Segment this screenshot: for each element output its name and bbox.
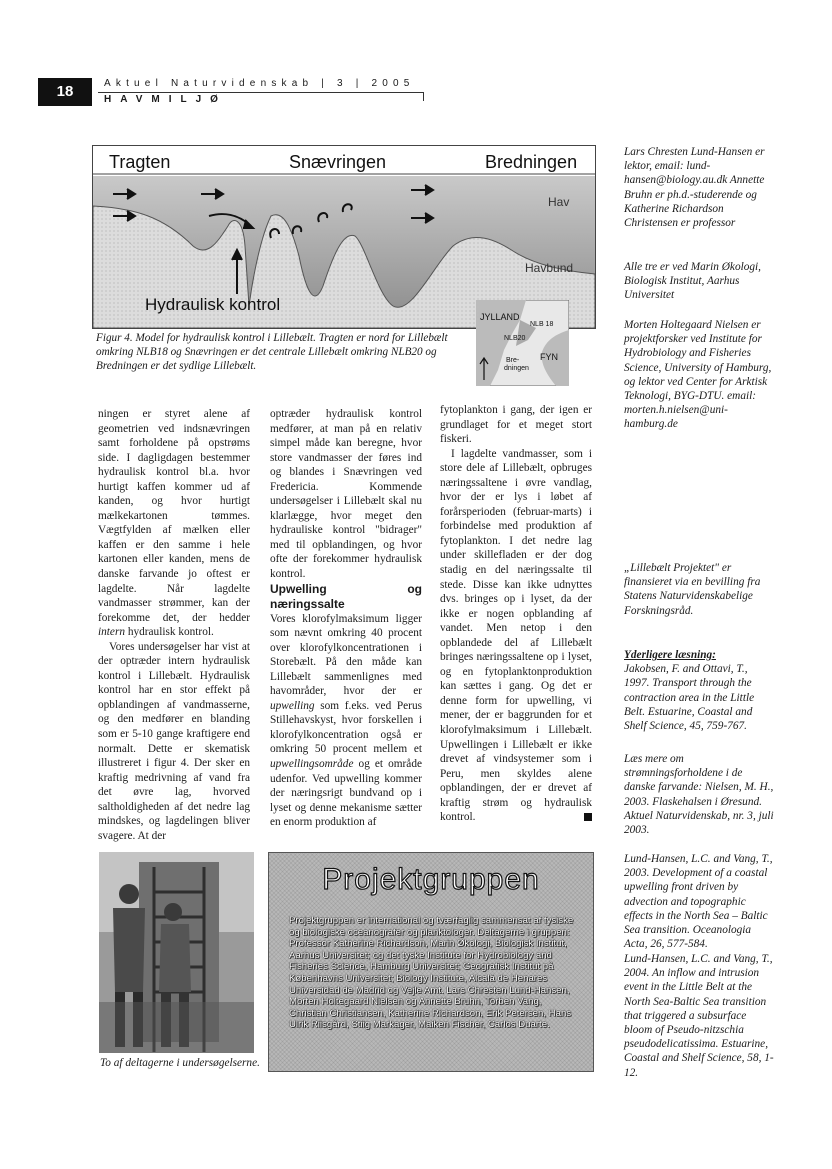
projektgruppen-text: Projektgruppen er international og tværfaglig sammensat af fysiske og biologiske oceanografer og planktologer. Deltagerne i gruppen: Professor Katherine Richardson, Marin Økologi, Biologisk Institut, Aarhus Universitet; og det tyske Institute for Hydrobiology and Fisheries Science, Hamburg Universitet; Geografisk Institut på Københavns Universitet; Biology Institute, Alcalá de Henares Universidad de Madrid og Vejle Amt. Lars Chresten Lund-Hansen, Morten Holtegaard Nielsen og Annette Bruhn, Torben Vang, Christian Christiansen, Katherine Richardson, Erik Petersen, Hans Ulrik Riisgård, Stiig Markager, Maiken Fischer, Carlos Duarte.	[289, 915, 574, 1031]
label-havbund: Havbund	[525, 261, 574, 275]
label-bredningen: Bredningen	[485, 152, 578, 172]
col1-para2: Vores undersøgelser har vist at der optræder intern hydraulisk kontrol i Lillebælt. Hydraulisk kontrol har en stor effekt på opblandingen af vandmasserne, og den medfører en blanding som er 5-10 gange kraftigere end normalt. Dette er skematisk illustreret i figur 4. Der sker en kraftig medrivning af vand fra det øvre lag, hvorved saltholdigheden af det nedre lag mindskes, og lagdelingen bliver svagere. At der	[98, 640, 250, 842]
header-rule	[98, 92, 424, 93]
sidebar-authors-3: Morten Holtegaard Nielsen er projektforsker ved Institute for Hydrobiology and Fisheries Science, University of Hamburg, og lektor ved Center for Arktisk Teknologi, BYG-DTU. email: morten.h.nielsen@uni-hamburg.de	[624, 319, 772, 431]
figure-caption: Figur 4. Model for hydraulisk kontrol i Lillebælt. Tragten er nord for Lillebælt omkring NLB18 og Snævringen er det centrale Lillebælt omkring NLB20 og Bredningen er det sydlige Lillebælt.	[96, 332, 448, 372]
header-tick	[423, 92, 424, 101]
sidebar-funding: „Lillebælt Projektet" er finansieret via en bevilling fra Statens Naturvidenskabelige Forskningsråd.	[624, 562, 761, 617]
sidebar-further-reading	[624, 648, 774, 733]
col2-emph-upwellingsomraade: upwellingsområde	[270, 758, 354, 771]
col2-para2-a: Vores klorofylmaksimum ligger som nævnt omkring 40 procent over klorofylkoncentrationen i Storebælt. På den måde kan Lillebælt sammenlignes med havområder, hvor der er	[270, 612, 422, 698]
body-column-2	[270, 407, 422, 830]
reference-3: Lund-Hansen, L.C. and Vang, T., 2003. Development of a coastal upwelling front driven by advection and topographic effects in the North Sea – Baltic Sea transition. Oceanologia Acta, 26, 577-584.	[624, 853, 773, 951]
section-heading-upwelling: Upwelling og næringssalte	[270, 581, 422, 611]
person-1-head	[119, 884, 139, 904]
person-2-head	[164, 903, 182, 921]
map-label-jylland: JYLLAND	[480, 312, 520, 322]
col1-para1: ningen er styret alene af geometrien ved indsnævringen samt forholdene på opstrøms side. I dagligdagen bestemmer hydraulisk kontrol bl.a. hvor hurtigt kaffen kommer ud af kanden, og hvor hurtigt mælkekartonen tømmes. Vægtfylden af mælken eller kaffen er den samme i hele kartonen eller kanden, mens de danske farvande jo oftest er lagdelte. Når lagdelte vandmasser strømmer, kan der forekomme det, der hedder	[98, 408, 250, 624]
col3-para2: I lagdelte vandmasser, som i store dele af Lillebælt, opbruges næringssaltene i øvre vandlag, hvor der er lys i løbet af forårsperioden (februar-marts) i forbindelse med produktion af fytoplankton. I det nedre lag under skillefladen er der dog stadig en del næringssalte til stede. Disse kan ikke udnyttes dvs. bringes op i lyset, da der ikke er nogen opblanding af vandet. Men netop i den opblandede del af Lillebælt bringes næringssaltene op i lyset, og en fytoplanktonproduktion kan sættes i gang. Og det er denne form for upwelling, vi mener, der er baggrunden for et klorofylmaksimum i Lillebælt. Upwellingen i Lillebælt er ikke drevet af vindsystemer som i Peru, men skyldes alene opblandingen, der er drevet af kraftig strøm og hydraulisk kontrol.	[440, 447, 592, 824]
projektgruppen-title: Projektgruppen	[322, 863, 540, 896]
reference-4: Lund-Hansen, L.C. and Vang, T., 2004. An inflow and intrusion event in the Little Belt at the North Sea-Baltic Sea transition that triggered a subsurface bloom of Pseudo-nitzschia pseudodelicatissima. Estuarine, Coastal and Shelf Science, 58, 1-12.	[624, 953, 774, 1079]
map-label-nlb18: NLB 18	[530, 321, 554, 328]
photo-participants	[99, 852, 254, 1053]
photo-caption: To af deltagerne i undersøgelserne.	[100, 1057, 260, 1069]
col1-emph-intern: intern	[98, 626, 125, 639]
body-column-1	[98, 407, 250, 843]
label-hav: Hav	[548, 195, 570, 209]
further-reading-heading: Yderligere læsning:	[624, 649, 716, 661]
map-label-dningen: dningen	[504, 365, 529, 372]
map-label-nlb20: NLB20	[504, 335, 526, 342]
col3-para1: fytoplankton i gang, der igen er grundlaget for et meget stort fiskeri.	[440, 404, 592, 446]
col2-emph-upwelling: upwelling	[270, 699, 315, 712]
location-map	[476, 300, 569, 386]
map-label-fyn: FYN	[540, 352, 558, 362]
body-column-3	[440, 403, 592, 825]
sidebar-authors-2: Alle tre er ved Marin Økologi, Biologisk Institut, Aarhus Universitet	[624, 261, 761, 302]
section-header: HAVMILJØ	[104, 94, 227, 105]
label-snaevringen: Snævringen	[289, 152, 387, 172]
col2-para2-b: som f.eks. ved Perus Stillehavskyst, hvor forskellen i klorofylkoncentration også er omkring 50 procent mellem et	[270, 699, 422, 756]
col2-para2-c: og et område udenfor. Ved upwelling kommer der næringsrigt bundvand op i lyset og denne mekanisme sætter en enorm produktion af	[270, 758, 422, 829]
page-number: 18	[38, 78, 92, 106]
reference-1: Jakobsen, F. and Ottavi, T., 1997. Transport through the contraction area in the Little Belt. Estuarine, Coastal and Shelf Science, 45, 759-767.	[624, 663, 755, 733]
col1-para1-end: hydraulisk kontrol.	[127, 626, 214, 639]
label-hydraulic-control: Hydraulisk kontrol	[145, 295, 281, 314]
running-header: Aktuel Naturvidenskab | 3 | 2005	[104, 78, 415, 89]
projektgruppen-box	[268, 852, 594, 1072]
label-tragten: Tragten	[109, 152, 171, 172]
map-label-bre: Bre-	[506, 357, 520, 364]
sidebar-authors-1: Lars Chresten Lund-Hansen er lektor, email: lund-hansen@biology.au.dk Annette Bruhn er ph.d.-studerende og Katherine Richardson Christensen er professor	[624, 146, 765, 230]
end-of-article-mark	[584, 813, 592, 821]
reference-2: Læs mere om strømningsforholdene i de danske farvande: Nielsen, M. H., 2003. Flaskehalsen i Øresund. Aktuel Naturvidenskab, nr. 3, juli 2003.	[624, 753, 774, 837]
col2-para1: optræder hydraulisk kontrol medfører, at man på en relativ simpel måde kan beregne, hvor store vandmasser der føres ind og blandes i Snævringen ved Fredericia. Kommende undersøgelser i Lillebælt skal nu klarlægge, hvor meget den hydrauliske kontrol "bidrager" med til opblandingen, og hvor ofte der forekommer hydraulisk kontrol.	[270, 408, 422, 581]
